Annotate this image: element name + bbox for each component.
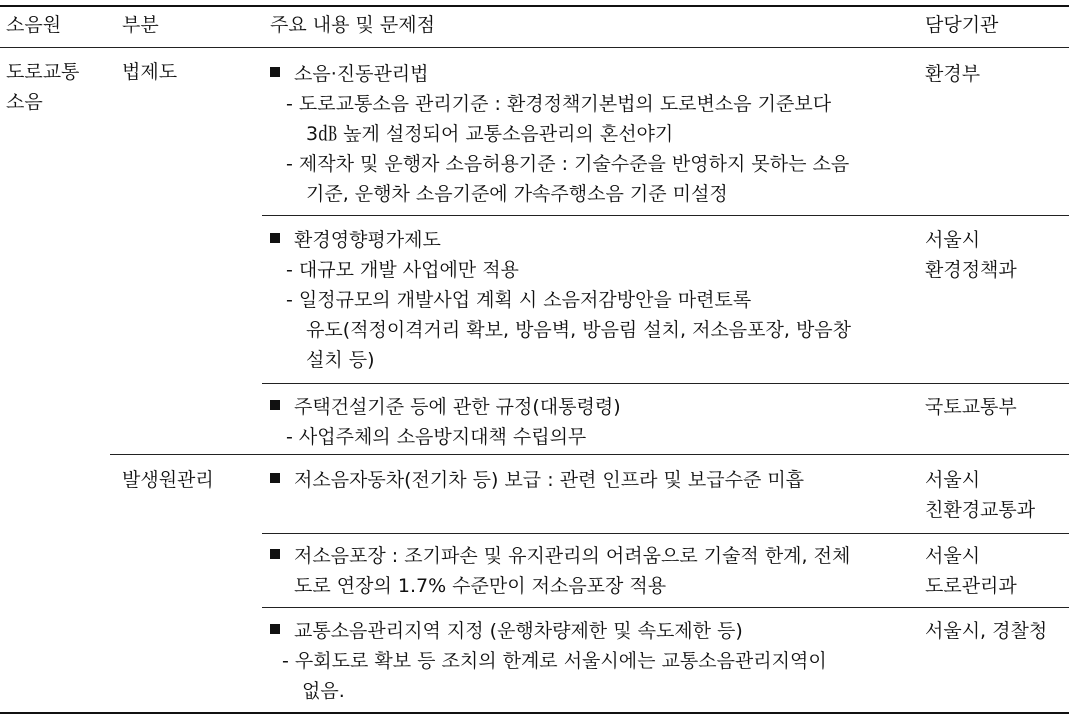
content-item-line: - 도로교통소음 관리기준 : 환경정책기본법의 도로변소음 기준보다 bbox=[286, 93, 832, 115]
content-item-line: 설치 등) bbox=[306, 349, 375, 371]
agency-department: 도로관리과 bbox=[925, 575, 1017, 597]
agency-name: 서울시 bbox=[925, 229, 981, 251]
bullet-square-icon bbox=[270, 473, 280, 483]
content-item-line: - 제작차 및 운행자 소음허용기준 : 기술수준을 반영하지 못하는 소음 bbox=[286, 153, 850, 175]
content-item-line: 도로 연장의 1.7% 수준만이 저소음포장 적용 bbox=[294, 575, 667, 597]
agency-name: 서울시 bbox=[925, 469, 981, 491]
header-source: 소음원 bbox=[6, 14, 62, 36]
agency-name: 국토교통부 bbox=[925, 396, 1017, 418]
content-item-line: - 우회도로 확보 등 조치의 한계로 서울시에는 교통소음관리지역이 bbox=[282, 650, 827, 672]
table-top-rule bbox=[0, 5, 1069, 7]
content-item-title: 교통소음관리지역 지정 (운행차량제한 및 속도제한 등) bbox=[270, 616, 743, 646]
content-item-line: - 일정규모의 개발사업 계획 시 소음저감방안을 마련토록 bbox=[286, 289, 752, 311]
bullet-square-icon bbox=[270, 549, 280, 559]
bullet-square-icon bbox=[270, 400, 280, 410]
row-divider bbox=[262, 215, 1069, 216]
table-bottom-rule bbox=[0, 712, 1069, 714]
section-divider bbox=[110, 454, 1069, 455]
header-bottom-rule bbox=[0, 47, 1069, 48]
source-label-line1: 도로교통 bbox=[6, 61, 80, 83]
source-label-line2: 소음 bbox=[6, 91, 43, 113]
content-item-line: - 사업주체의 소음방지대책 수립의무 bbox=[286, 426, 587, 448]
row-divider bbox=[262, 533, 1069, 534]
content-item-line: 3㏈ 높게 설정되어 교통소음관리의 혼선야기 bbox=[306, 123, 674, 145]
agency-department: 환경정책과 bbox=[925, 259, 1017, 281]
row-divider bbox=[262, 607, 1069, 608]
bullet-square-icon bbox=[270, 233, 280, 243]
header-agency: 담당기관 bbox=[925, 14, 999, 36]
row-divider bbox=[262, 383, 1069, 384]
content-item-title: 저소음포장 : 조기파손 및 유지관리의 어려움으로 기술적 한계, 전체 bbox=[270, 541, 850, 571]
content-item-line: - 대규모 개발 사업에만 적용 bbox=[286, 259, 519, 281]
header-part: 부분 bbox=[122, 14, 159, 36]
content-item-line: 기준, 운행차 소음기준에 가속주행소음 기준 미설정 bbox=[306, 183, 728, 205]
agency-name: 서울시, 경찰청 bbox=[925, 620, 1048, 642]
header-content: 주요 내용 및 문제점 bbox=[270, 14, 435, 36]
agency-name: 환경부 bbox=[925, 63, 981, 85]
bullet-square-icon bbox=[270, 624, 280, 634]
part-source-management: 발생원관리 bbox=[122, 469, 214, 491]
agency-name: 서울시 bbox=[925, 545, 981, 567]
content-item-line: 없음. bbox=[302, 680, 345, 702]
content-item-title: 소음·진동관리법 bbox=[270, 59, 429, 89]
content-item-line: 유도(적정이격거리 확보, 방음벽, 방음림 설치, 저소음포장, 방음창 bbox=[306, 319, 852, 341]
content-item-title: 주택건설기준 등에 관한 규정(대통령령) bbox=[270, 392, 621, 422]
bullet-square-icon bbox=[270, 67, 280, 77]
content-item-title: 저소음자동차(전기차 등) 보급 : 관련 인프라 및 보급수준 미흡 bbox=[270, 465, 804, 495]
part-law: 법제도 bbox=[122, 61, 178, 83]
content-item-title: 환경영향평가제도 bbox=[270, 225, 441, 255]
agency-department: 친환경교통과 bbox=[925, 499, 1036, 521]
